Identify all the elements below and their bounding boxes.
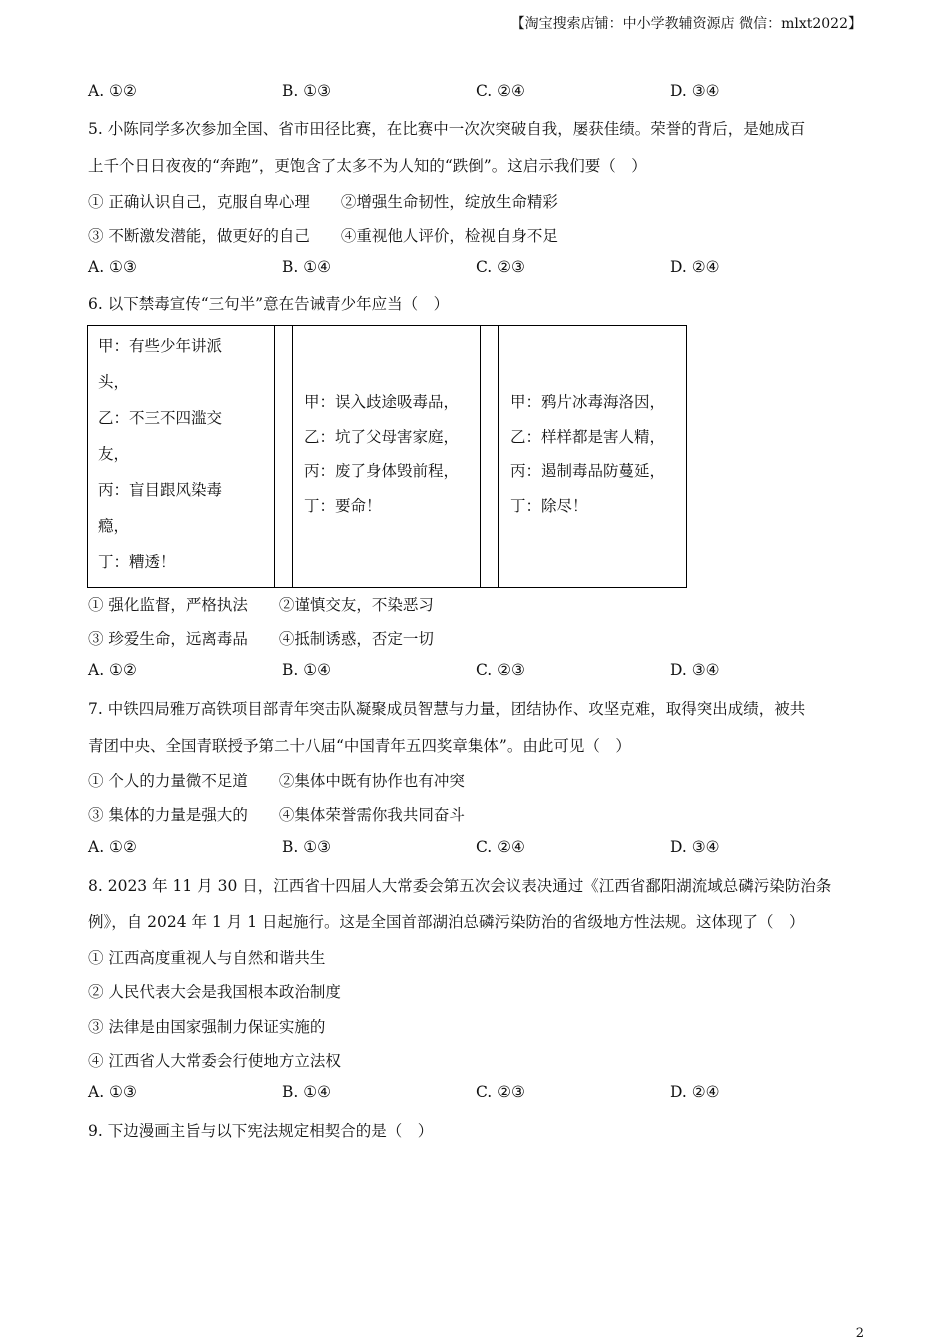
table-column-1: [98, 328, 222, 580]
table-cell: 乙：不三不四滥交: [98, 409, 223, 427]
q8-option-d: D. ②④: [670, 1083, 720, 1101]
q5-option-d: D. ②④: [670, 258, 720, 276]
q7-option-c: C. ②④: [476, 838, 525, 856]
table-cell: 乙：坑了父母害家庭，: [304, 427, 460, 446]
q8-option-a: A. ①③: [88, 1083, 137, 1101]
table-cell: 丙：遏制毒品防蔓延，: [510, 462, 666, 480]
q5-option-b: B. ①④: [282, 258, 332, 276]
page-number: 2: [855, 1326, 864, 1341]
q8-option-b: B. ①④: [282, 1083, 332, 1101]
q8-stem-line1: 8. 2023 年 11 月 30 日，江西省十四届人大常委会第五次会议表决通过《江西省鄱阳湖流域总磷污染防治条: [88, 877, 832, 895]
table-cell: 甲：鸦片冰毒海洛因，: [510, 393, 666, 411]
q7-option-a: A. ①②: [88, 838, 137, 856]
q9-stem: 9. 下边漫画主旨与以下宪法规定相契合的是（ ）: [88, 1122, 434, 1140]
q6-option-a: A. ①②: [88, 661, 137, 679]
q7-stem-line1: 7. 中铁四局雅万高铁项目部青年突击队凝聚成员智慧与力量，团结协作、攻坚克难，取得突出成绩，被共: [88, 700, 806, 718]
q5-statements-2: ③ 不断激发潜能，做更好的自己 ④重视他人评价，检视自身不足: [88, 227, 558, 245]
q4-option-a: A. ①②: [88, 82, 137, 100]
q4-option-b: B. ①③: [282, 82, 332, 100]
table-cell: 友，: [98, 445, 130, 463]
q5-statements-1: ① 正确认识自己，克服自卑心理 ②增强生命韧性，绽放生命精彩: [88, 193, 558, 211]
q8-statement-4: ④ 江西省人大常委会行使地方立法权: [88, 1052, 341, 1070]
q6-option-b: B. ①④: [282, 661, 332, 679]
q7-stem-line2: 青团中央、全国青联授予第二十八届“中国青年五四奖章集体”。由此可见（ ）: [88, 737, 631, 755]
table-divider: [480, 326, 481, 587]
q6-statements-1: ① 强化监督，严格执法 ②谨慎交友，不染恶习: [88, 596, 434, 614]
table-cell: 甲：误入歧途吸毒品，: [304, 393, 460, 411]
q6-option-d: D. ③④: [670, 661, 720, 679]
q6-statements-2: ③ 珍爱生命，远离毒品 ④抵制诱惑，否定一切: [88, 630, 434, 648]
q6-stem: 6. 以下禁毒宣传“三句半”意在告诫青少年应当（ ）: [88, 295, 450, 313]
table-cell: 丁：除尽！: [510, 496, 588, 515]
table-cell: 丙：盲目跟风染毒: [98, 481, 223, 499]
table-cell: 丁：要命！: [304, 496, 382, 515]
page-header-watermark: 【淘宝搜索店铺：中小学教辅资源店 微信：mlxt2022】: [510, 16, 862, 32]
table-cell: 甲：有些少年讲派: [98, 337, 223, 355]
q7-option-d: D. ③④: [670, 838, 720, 856]
q8-statement-2: ② 人民代表大会是我国根本政治制度: [88, 983, 341, 1001]
table-cell: 丙：废了身体毁前程，: [304, 462, 460, 480]
q6-slogan-table: [87, 325, 687, 588]
table-cell: 瘾，: [98, 517, 130, 535]
table-column-3: [510, 385, 665, 523]
table-divider: [292, 326, 293, 587]
q7-statements-2: ③ 集体的力量是强大的 ④集体荣誉需你我共同奋斗: [88, 806, 465, 824]
q5-stem-line2: 上千个日日夜夜的“奔跑”，更饱含了太多不为人知的“跌倒”。这启示我们要（ ）: [88, 157, 647, 175]
q5-option-a: A. ①③: [88, 258, 137, 276]
table-column-2: [304, 385, 459, 523]
q8-stem-line2: 例》，自 2024 年 1 月 1 日起施行。这是全国首部湖泊总磷污染防治的省级地方性法规。这体现了（ ）: [88, 913, 805, 931]
q6-option-c: C. ②③: [476, 661, 525, 679]
q7-option-b: B. ①③: [282, 838, 332, 856]
q4-option-d: D. ③④: [670, 82, 720, 100]
table-cell: 头，: [98, 373, 130, 391]
q7-statements-1: ① 个人的力量微不足道 ②集体中既有协作也有冲突: [88, 772, 465, 790]
q5-stem-line1: 5. 小陈同学多次参加全国、省市田径比赛，在比赛中一次次突破自我，屡获佳绩。荣誉的背后，是她成百: [88, 120, 806, 138]
q5-option-c: C. ②③: [476, 258, 525, 276]
q4-option-c: C. ②④: [476, 82, 525, 100]
q8-option-c: C. ②③: [476, 1083, 525, 1101]
table-divider: [498, 326, 499, 587]
q8-statement-1: ① 江西高度重视人与自然和谐共生: [88, 949, 326, 967]
q8-statement-3: ③ 法律是由国家强制力保证实施的: [88, 1018, 326, 1036]
table-divider: [274, 326, 275, 587]
table-cell: 乙：样样都是害人精，: [510, 427, 666, 446]
table-cell: 丁：糟透！: [98, 553, 176, 571]
